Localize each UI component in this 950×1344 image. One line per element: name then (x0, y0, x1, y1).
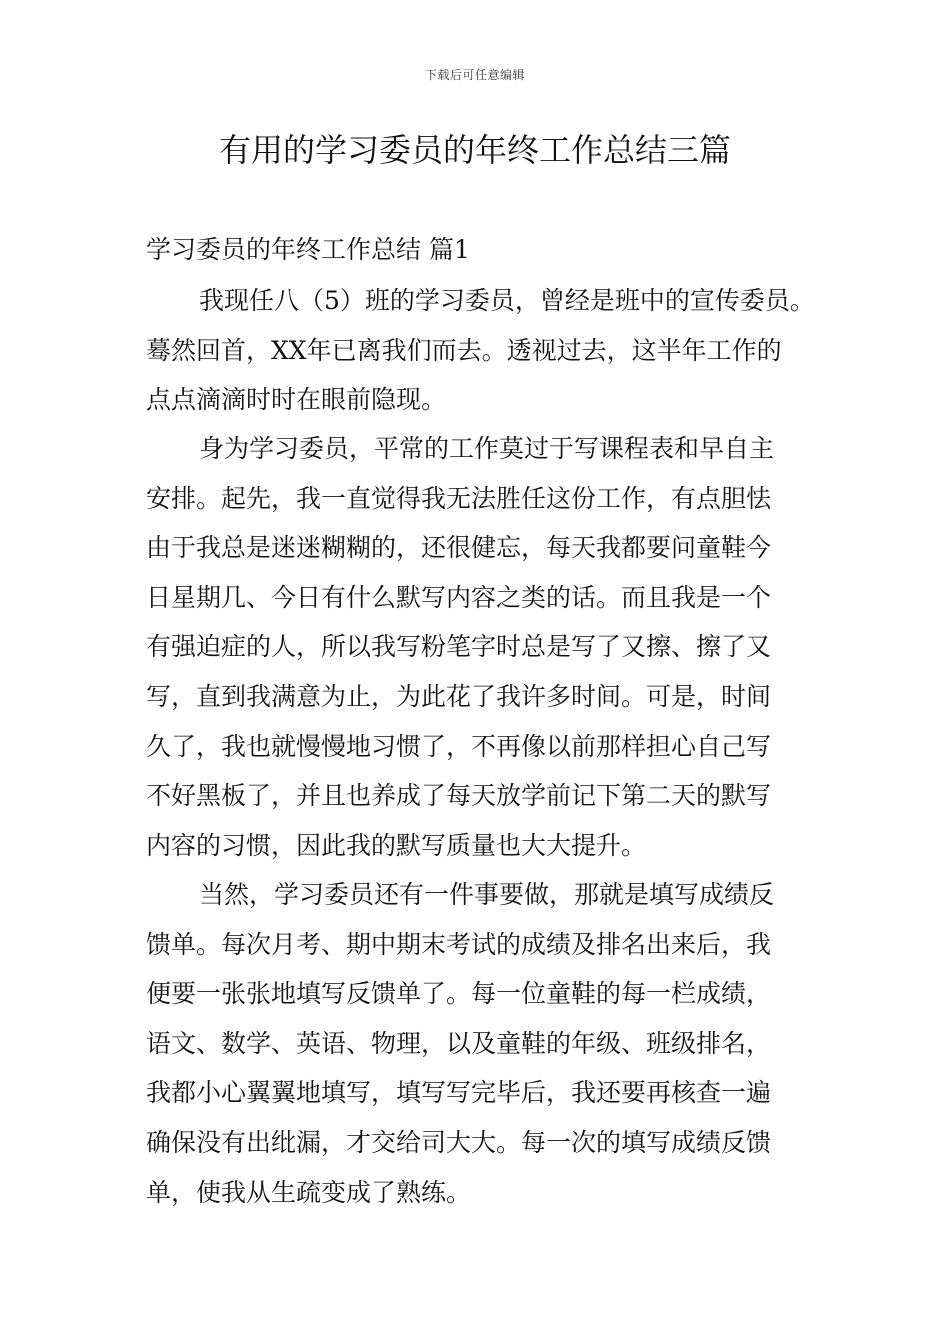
paragraph-line: 便要一张张地填写反馈单了。每一位童鞋的每一栏成绩， (146, 979, 772, 1009)
paragraph-line: 确保没有出纰漏，才交给司大大。每一次的填写成绩反馈 (146, 1127, 772, 1157)
paragraph-line: 身为学习委员，平常的工作莫过于写课程表和早自主 (199, 434, 775, 463)
paragraph-line: 有强迫症的人，所以我写粉笔字时总是写了又擦、擦了又 (146, 632, 772, 662)
paragraph-line: 久了，我也就慢慢地习惯了，不再像以前那样担心自己写 (146, 731, 772, 761)
paragraph-line: 馈单。每次月考、期中期末考试的成绩及排名出来后，我 (146, 929, 772, 959)
header-note: 下载后可任意编辑 (424, 68, 525, 82)
paragraph-line: 蓦然回首，XX年已离我们而去。透视过去，这半年工作的 (146, 335, 782, 365)
paragraph-line: 我都小心翼翼地填写，填写写完毕后，我还要再核查一遍 (146, 1078, 772, 1108)
paragraph-line: 点点滴滴时时在眼前隐现。 (146, 385, 447, 415)
paragraph-1 (146, 276, 826, 425)
paragraph-line: 不好黑板了，并且也养成了每天放学前记下第二天的默写 (146, 781, 772, 811)
paragraph-line: 当然，学习委员还有一件事要做，那就是填写成绩反 (199, 880, 775, 909)
paragraph-line: 写，直到我满意为止，为此花了我许多时间。可是，时间 (146, 681, 772, 711)
paragraph-2 (146, 424, 826, 870)
paragraph-line: 内容的习惯，因此我的默写质量也大大提升。 (146, 830, 647, 860)
paragraph-3 (146, 870, 826, 1217)
document-title: 有用的学习委员的年终工作总结三篇 (218, 131, 731, 169)
paragraph-line: 我现任八（5）班的学习委员，曾经是班中的宣传委员。 (199, 286, 815, 315)
paragraph-line: 日星期几、今日有什么默写内容之类的话。而且我是一个 (146, 582, 772, 612)
paragraph-line: 语文、数学、英语、物理，以及童鞋的年级、班级排名， (146, 1028, 772, 1058)
section-heading: 学习委员的年终工作总结 篇1 (146, 235, 470, 264)
paragraph-line: 由于我总是迷迷糊糊的，还很健忘，每天我都要问童鞋今 (146, 533, 772, 563)
paragraph-line: 单，使我从生疏变成了熟练。 (146, 1177, 472, 1207)
paragraph-line: 安排。起先，我一直觉得我无法胜任这份工作，有点胆怯 (146, 483, 772, 513)
